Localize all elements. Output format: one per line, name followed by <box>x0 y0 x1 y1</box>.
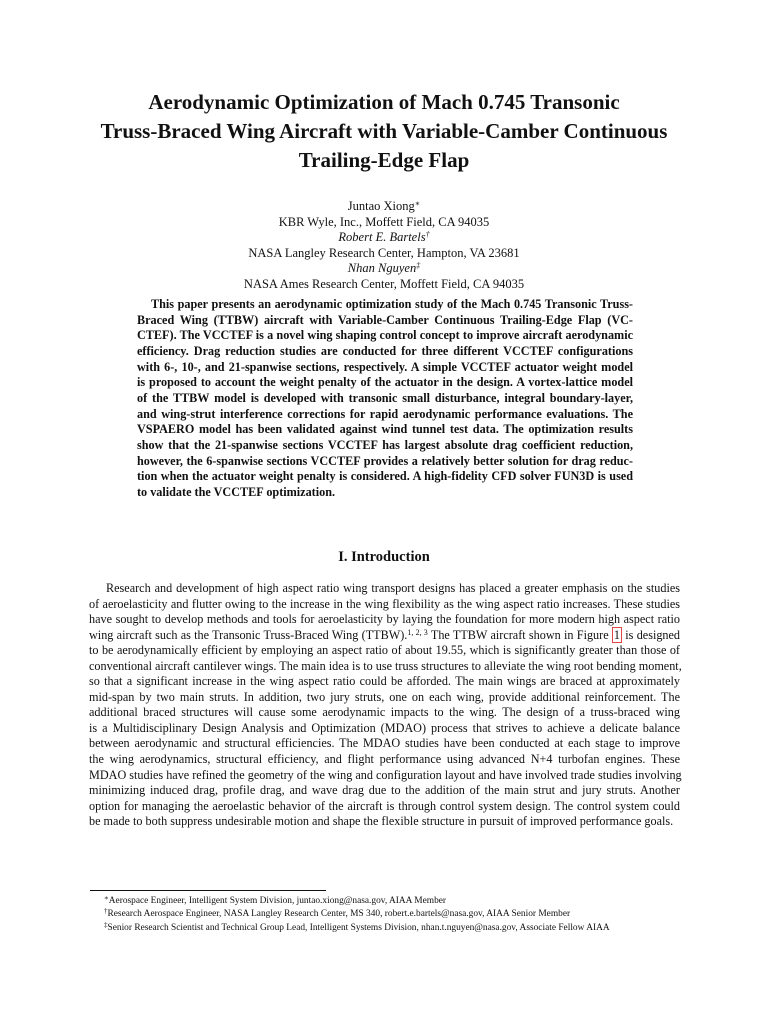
abstract-line: to validate the VCCTEF optimization. <box>137 484 336 499</box>
abstract-line: and wing-strut interference corrections for rapid aerodynamic performance evaluations. The <box>137 406 633 421</box>
body-line: wing aircraft such as the Transonic Truss-Braced Wing (TTBW).$^{1, 2, 3}$ The TTBW aircraft shown in Figure 1 is designed <box>89 627 681 642</box>
body-line: be made to both suppress undesirable motion and shape the flexible structure in pursuit of improved performance goals. <box>89 814 674 829</box>
abstract-line: efficiency. Drag reduction studies are conducted for three different VCCTEF configurations <box>137 343 633 358</box>
body-line: is a Multidisciplinary Design Analysis and Optimization (MDAO) process that strives to achieve a delicate balance <box>89 720 680 735</box>
body-line: mid-span by two main struts. In addition, two jury struts, one on each wing, provide additional reinforcement. The <box>89 689 680 704</box>
abstract-line: however, the 6-spanwise sections VCCTEF provides a relatively better solution for drag reduc- <box>137 453 633 468</box>
author-affiliation: NASA Ames Research Center, Moffett Field, CA 94035 <box>243 276 525 291</box>
footnote-rule <box>90 890 326 891</box>
footnote: †Research Aerospace Engineer, NASA Langley Research Center, MS 340, robert.e.bartels@nasa.gov, AIAA Senior Member <box>104 907 571 920</box>
author-name: Robert E. Bartels† <box>338 230 430 245</box>
abstract-line: of the TTBW model is developed with transonic small disturbance, integral boundary-layer, <box>137 390 633 405</box>
abstract-line: This paper presents an aerodynamic optimization study of the Mach 0.745 Transonic Truss- <box>151 297 633 311</box>
paper-title <box>60 88 708 175</box>
abstract-line: with 6-, 10-, and 21-spanwise sections, respectively. A simple VCCTEF actuator weight model <box>137 359 633 374</box>
title-line: Truss-Braced Wing Aircraft with Variable-Camber Continuous <box>100 119 668 143</box>
body-line: to be aerodynamically efficient by employing an aspect ratio of about 19.55, which is significantly greater than those of <box>89 643 680 658</box>
body-line: additional braced structures will cause some aerodynamic impacts to the wing. The design of a truss-braced wing <box>89 705 680 720</box>
section-heading: I. Introduction <box>338 549 430 565</box>
footnotes <box>104 895 610 935</box>
body-line: the wing aerodynamics, structural efficiency, and flight performance using advanced N+4 turbofan engines. These <box>89 752 680 767</box>
abstract-line: is proposed to account the weight penalty of the actuator in the design. A vortex-lattice model <box>137 375 633 390</box>
body-line: Research and development of high aspect ratio wing transport designs has placed a greater emphasis on the studies <box>106 581 680 595</box>
author-affiliation: KBR Wyle, Inc., Moffett Field, CA 94035 <box>278 214 490 229</box>
body-line: so that a significant increase in the wing aspect ratio could be afforded. The main wings are braced at approximately <box>89 674 680 689</box>
introduction-body <box>89 581 680 830</box>
body-line: MDAO studies have refined the geometry of the wing and configuration layout and have involved trade studies involving <box>89 767 682 782</box>
body-line: conventional aircraft cantilever wings. The main idea is to use truss structures to alleviate the wing root bending moment, <box>89 658 682 673</box>
body-line: option for managing the aeroelastic behavior of the aircraft is through control system design. The control system could <box>89 798 680 813</box>
body-line: of aeroelasticity and flutter owing to the increase in the wing flexibility as the wing aspect ratio increases. These studies <box>89 596 680 611</box>
author-block <box>60 199 708 293</box>
title-line: Aerodynamic Optimization of Mach 0.745 Transonic <box>148 90 620 114</box>
body-line: have sought to develop methods and tools for aeroelasticity by laying the foundation for more modern high aspect ratio <box>89 612 680 627</box>
author-name: Nhan Nguyen‡ <box>347 261 421 276</box>
author-name: Juntao Xiong∗ <box>347 199 421 213</box>
abstract <box>137 297 633 501</box>
footnote: ∗Aerospace Engineer, Intelligent System Division, juntao.xiong@nasa.gov, AIAA Member <box>104 894 447 906</box>
abstract-line: CTEF). The VCCTEF is a novel wing shaping control concept to improve aircraft aerodynamic <box>137 328 633 343</box>
author-affiliation: NASA Langley Research Center, Hampton, VA 23681 <box>248 245 520 260</box>
abstract-line: VSPAERO model has been validated against wind tunnel test data. The optimization results <box>137 422 633 437</box>
figure-link[interactable]: 1 <box>613 627 620 642</box>
abstract-line: tion when the actuator weight penalty is considered. A high-fidelity CFD solver FUN3D is used <box>137 469 633 484</box>
footnote: ‡Senior Research Scientist and Technical Group Lead, Intelligent Systems Division, nhan.t.nguyen@nasa.gov, Associate Fellow AIAA <box>104 920 610 933</box>
title-line: Trailing-Edge Flap <box>298 148 470 172</box>
body-line: between aerodynamic and structural efficiencies. The MDAO studies have been conducted at each stage to improve <box>89 736 680 751</box>
abstract-line: show that the 21-spanwise sections VCCTEF has largest absolute drag coefficient reduction, <box>137 437 633 452</box>
citation-refs[interactable]: 1, 2, 3 <box>407 627 428 637</box>
body-line: minimizing induced drag, profile drag, and wave drag due to the addition of the main strut and jury struts. Another <box>89 783 680 798</box>
abstract-line: Braced Wing (TTBW) aircraft with Variable-Camber Continuous Trailing-Edge Flap (VC- <box>137 312 633 327</box>
